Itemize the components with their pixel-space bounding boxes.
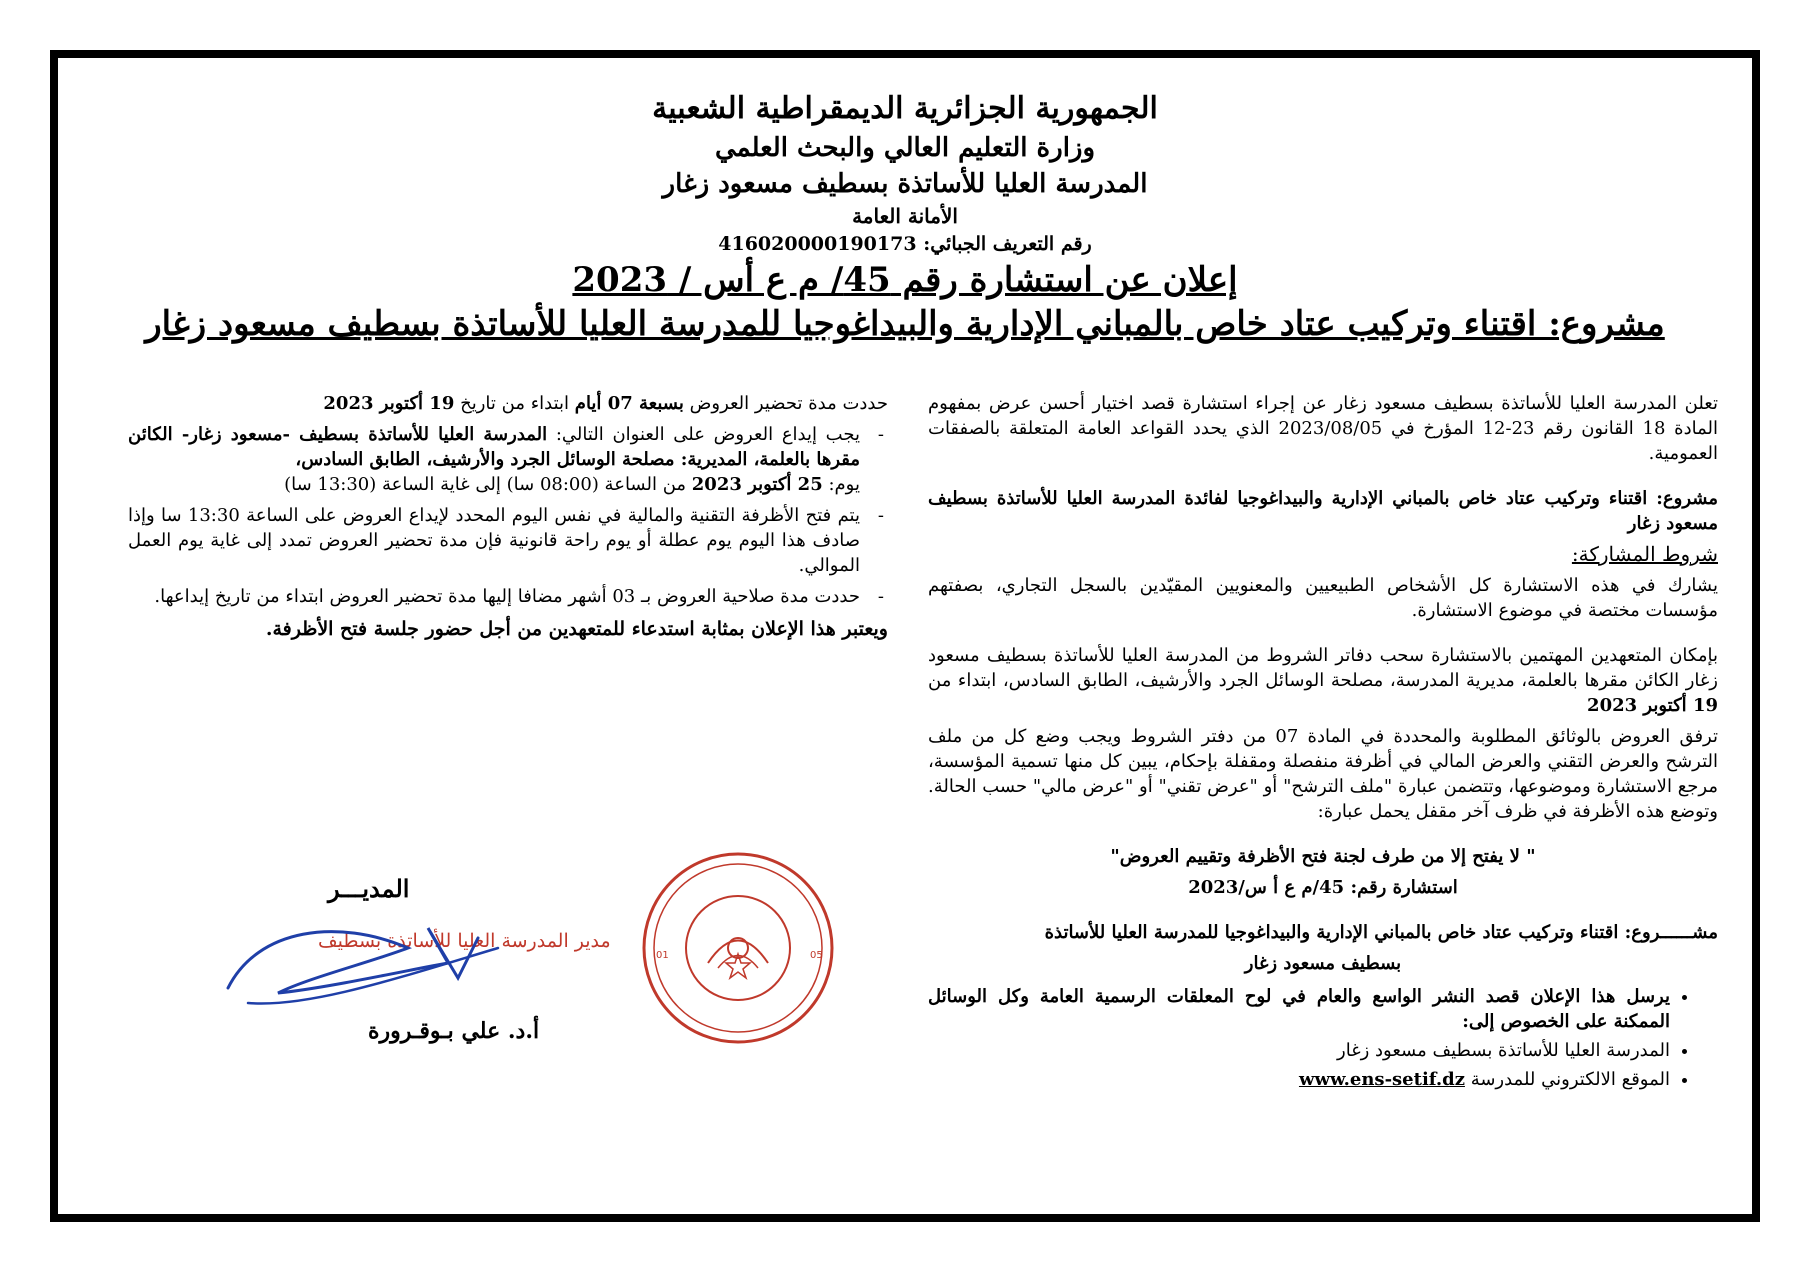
conditions-dash-list: [128, 422, 888, 609]
signature-block: [218, 848, 868, 1058]
project-paragraph: مشروع: اقتناء وتركيب عتاد خاص بالمباني الإدارية والبيداغوجيا لفائدة المدرسة العليا للأساتذة بسطيف مسعود زغار: [928, 488, 1718, 534]
envelope-project-2: بسطيف مسعود زغار: [1244, 953, 1402, 974]
envelope-line-1: " لا يفتح إلا من طرف لجنة فتح الأظرفة وتقييم العروض": [1110, 846, 1536, 867]
deposit-day-a: يوم:: [828, 474, 860, 495]
deposit-item: [128, 422, 888, 497]
publish-item: • يرسل هذا الإعلان قصد النشر الواسع والعام في لوح المعلقات الرسمية العامة وكل الوسائل الممكنة على الخصوص إلى:: [928, 984, 1670, 1034]
deposit-a: يجب إيداع العروض على العنوان التالي:: [555, 424, 860, 445]
publish-list: [928, 984, 1718, 1092]
intro-paragraph: تعلن المدرسة العليا للأساتذة بسطيف مسعود زغار عن إجراء استشارة قصد اختيار أحسن عرض بمفهوم المادة 18 القانون رقم 23-12 المؤرخ في 2023/08/05 الذي يحدد القواعد العامة المتعلقة بالصفقات العمومية.: [928, 393, 1719, 464]
tax-id-value: 416020000190173: [718, 233, 917, 255]
right-column: [928, 391, 1718, 1096]
project-title: مشروع: اقتناء وتركيب عتاد خاص بالمباني الإدارية والبيداغوجيا للمدرسة العليا للأساتذة بسطيف مسعود زغار: [145, 304, 1665, 344]
conditions-title: شروط المشاركة:: [1571, 542, 1718, 566]
svg-text:01: 01: [656, 950, 669, 961]
summons-paragraph: ويعتبر هذا الإعلان بمثابة استدعاء للمتعهدين من أجل حضور جلسة فتح الأظرفة.: [265, 618, 888, 640]
republic-title: الجمهورية الجزائرية الديمقراطية الشعبية: [652, 91, 1158, 126]
document-header: [58, 88, 1752, 346]
duration-paragraph: [128, 391, 888, 416]
director-title: المديـــر: [328, 874, 410, 903]
announcement-title: إعلان عن استشارة رقم 45/ م ع أس / 2023: [572, 260, 1238, 300]
director-name: أ.د. علي بـوقـرورة: [368, 1018, 540, 1044]
left-column: [128, 391, 888, 648]
secretariat-title: الأمانة العامة: [852, 204, 958, 228]
opening-item: - يتم فتح الأظرفة التقنية والمالية في نفس اليوم المحدد لإيداع العروض على الساعة 13:30 سا وإذا صادف هذا اليوم يوم عطلة أو يوم راحة قانونية فإن مدة تحضير العروض تمدد إلى غاية يوم العمل الموالي.: [128, 503, 888, 578]
document-frame: [50, 50, 1760, 1222]
duration-a: حددت مدة تحضير العروض: [689, 393, 888, 414]
ministry-title: وزارة التعليم العالي والبحث العلمي: [714, 133, 1096, 163]
website-label: الموقع الالكتروني للمدرسة: [1470, 1069, 1670, 1090]
school-title: المدرسة العليا للأساتذة بسطيف مسعود زغار: [662, 169, 1148, 199]
director-stamp-line: مدير المدرسة العليا للأساتذة بسطيف: [318, 930, 611, 952]
publish-school-item: • المدرسة العليا للأساتذة بسطيف مسعود زغار: [928, 1038, 1670, 1063]
deposit-day-c: من الساعة (08:00 سا) إلى غاية الساعة (13:30 سا): [284, 474, 687, 495]
withdraw-date: 19 أكتوبر 2023: [1587, 695, 1718, 716]
validity-item: - حددت مدة صلاحية العروض بـ 03 أشهر مضافا إليها مدة تحضير العروض ابتداء من تاريخ إيداعها.: [128, 584, 888, 609]
svg-text:05: 05: [810, 950, 823, 961]
conditions-paragraph: يشارك في هذه الاستشارة كل الأشخاص الطبيعيين والمعنويين المقيّدين بالسجل التجاري، بصفتهم مؤسسات مختصة في موضوع الاستشارة.: [928, 575, 1718, 621]
tax-id-label: رقم التعريف الجبائي:: [923, 233, 1092, 255]
website-link[interactable]: www.ens-setif.dz: [1298, 1069, 1465, 1090]
official-stamp-icon: [638, 848, 838, 1048]
tax-id: [58, 230, 1752, 258]
duration-b: بسبعة 07 أيام: [574, 393, 684, 414]
website-item: [928, 1067, 1670, 1092]
withdraw-text: بإمكان المتعهدين المهتمين بالاستشارة سحب دفاتر الشروط من المدرسة العليا للأساتذة بسطيف مسعود زغار الكائن مقرها بالعلمة، مديرية المدرسة، مصلحة الوسائل الجرد والأرشيف، الطابق السادس، ابتداء من: [928, 645, 1718, 691]
deposit-b: المدرسة العليا للأساتذة بسطيف -مسعود زغار- الكائن مقرها بالعلمة، المديرية: مصلحة الوسائل الجرد والأرشيف، الطابق السادس،: [128, 424, 860, 470]
documents-paragraph: ترفق العروض بالوثائق المطلوبة والمحددة في المادة 07 من دفتر الشروط ويجب وضع كل من ملف الترشح والعرض التقني والعرض المالي في أظرفة منفصلة ومقفلة بإحكام، يبين كل منها تسمية المؤسسة، مرجع الاستشارة وموضوعها، وتتضمن عبارة "ملف الترشح" أو "عرض تقني" أو "عرض مالي" حسب الحالة. وتوضع هذه الأظرفة في ظرف آخر مقفل يحمل عبارة:: [928, 726, 1719, 822]
envelope-project: مشــــــروع: اقتناء وتركيب عتاد خاص بالمباني الإدارية والبيداغوجيا للمدرسة العليا للأساتذة: [1044, 922, 1718, 943]
duration-c: ابتداء من تاريخ: [460, 393, 570, 414]
withdraw-paragraph: [928, 643, 1718, 718]
envelope-line-2: استشارة رقم: 45/م ع أ س/2023: [1188, 877, 1458, 898]
handwritten-signature-icon: [218, 908, 518, 1018]
duration-date: 19 أكتوبر 2023: [323, 393, 455, 414]
deposit-day-b: 25 أكتوبر 2023: [691, 474, 823, 495]
